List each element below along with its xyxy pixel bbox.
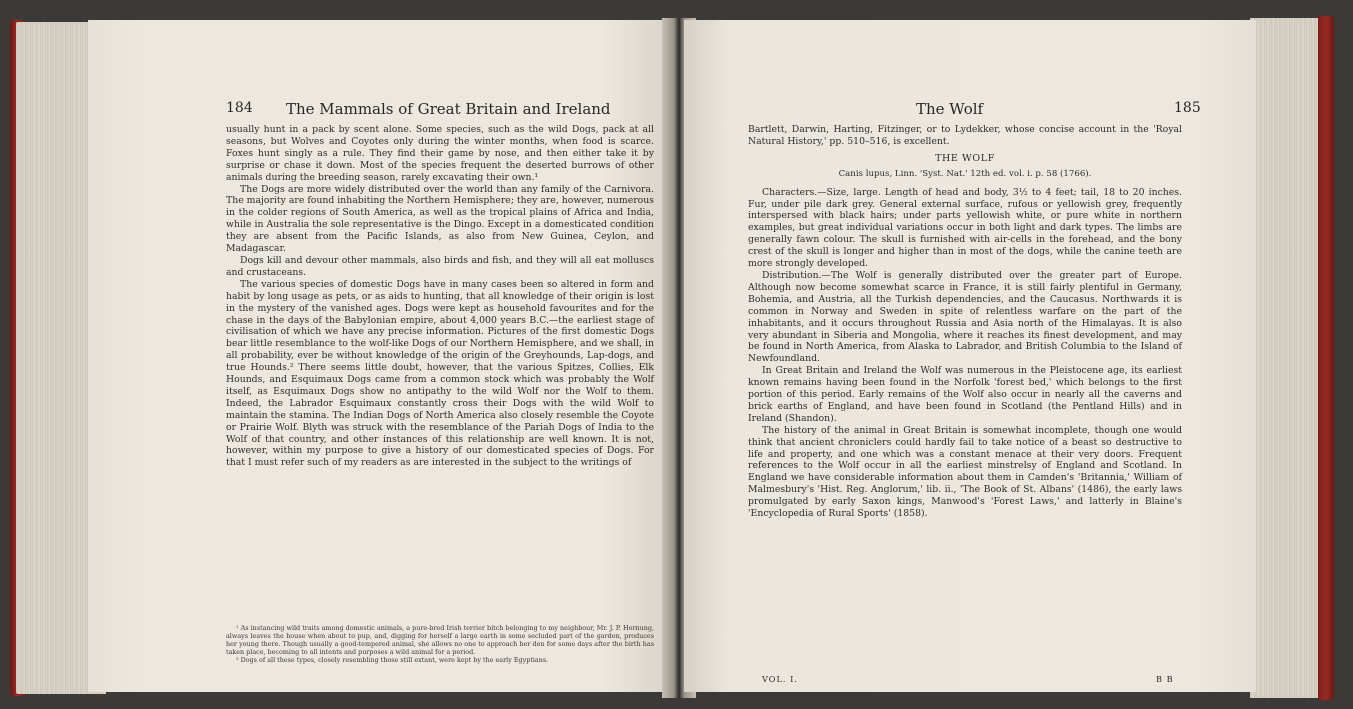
paragraph: usually hunt in a pack by scent alone. Some species, such as the wild Dogs, pack at all seasons, but Wolves and Coyotes only during the winter months, when food is scarce. Foxes hunt singly as a rule. They find their game by nose, and then either take it by surprise or chase it down. Most of the species frequent the deserted burrows of other animals during the breeding season, rarely excavating their own.¹	[226, 124, 654, 183]
paragraph: The history of the animal in Great Britain is somewhat incomplete, though one would think that ancient chroniclers could hardly fail to take notice of a beast so destructive to life and property, and one which was a constant menace at their very doors. Frequent references to the Wolf occur in all the earliest minstrelsy of England and Scotland. In England we have considerable information about them in Camden's 'Britannia,' William of Malmesbury's 'Hist. Reg. Anglorum,' lib. ii., 'The Book of St. Albans' (1486), the early laws promulgated by early Saxon kings, Manwood's 'Forest Laws,' and latterly in Blaine's 'Encyclopedia of Rural Sports' (1858).	[748, 424, 1182, 520]
book-cover-edge-right	[1318, 16, 1334, 700]
right-page-number: 185	[1174, 100, 1201, 116]
right-page	[684, 20, 1256, 692]
right-running-head: The Wolf	[916, 100, 984, 118]
paragraph: The various species of domestic Dogs have in many cases been so altered in form and habit by long usage as pets, or as aids to hunting, that all knowledge of their origin is lost in the mystery of the vanished ages. Dogs were kept as household favourites and for the chase in the days of the Babylonian empire, about 4,000 years B.C.—the earliest stage of civilisation of which we have any precise information. Pictures of the first domestic Dogs bear little resemblance to the wolf-like Dogs of our Northern Hemisphere, and we shall, in all probability, ever be without knowledge of the origin of the Greyhounds, Lap-dogs, and true Hounds.² There seems little doubt, however, that the various Spitzes, Collies, Elk Hounds, and Esquimaux Dogs came from a common stock which was probably the Wolf itself, as Esquimaux Dogs show no antipathy to the wild Wolf nor the Wolf to them. Indeed, the Labrador Esquimaux constantly cross their Dogs with the wild Wolf to maintain the stamina. The Indian Dogs of North America also closely resemble the Coyote or Prairie Wolf. Blyth was struck with the resemblance of the Pariah Dogs of India to the Wolf of that country, and other instances of this relationship are well known. It is not, however, within my purpose to give a history of our domesticated species of Dogs. For that I must refer such of my readers as are interested in the subject to the writings of	[226, 278, 654, 469]
left-body-text	[226, 124, 654, 469]
section-heading: THE WOLF	[935, 152, 995, 164]
volume-signature: VOL. I.	[762, 674, 798, 684]
footnote: ¹ As instancing wild traits among domestic animals, a pure-bred Irish terrier bitch belonging to my neighbour, Mr. J. P. Hornung, always leaves the house when about to pup, and, digging for herself a large earth in some secluded part of the garden, produces her young there. Though usually a good-tempered animal, she allows no one to approach her den for some days after the birth has taken place, becoming to all intents and purposes a wild animal for a period.	[226, 624, 654, 657]
paragraph: The Dogs are more widely distributed over the world than any family of the Carnivora. The majority are found inhabiting the Northern Hemisphere; they are, however, numerous in the colder regions of South America, as well as the tropical plains of Africa and India, while in Australia the sole representative is the Dingo. Except in a domesticated condition they are absent from the Pacific Islands, as also from New Guinea, Ceylon, and Madagascar.	[226, 183, 654, 255]
left-footnotes	[226, 624, 654, 664]
gathering-signature: B B	[1156, 674, 1174, 684]
left-page-number: 184	[226, 100, 253, 116]
paragraph: Distribution.—The Wolf is generally distributed over the greater part of Europe. Although now become somewhat scarce in France, it is still fairly plentiful in Germany, Bohemia, and Austria, all the Turkish dependencies, and the Caucasus. Northwards it is common in Norway and Sweden in spite of relentless warfare on the part of the inhabitants, and it occurs throughout Russia and Asia north of the Himalayas. It is also very abundant in Siberia and Mongolia, where it reaches its finest development, and may be found in North America, from Alaska to Labrador, and British Columbia to the Island of Newfoundland.	[748, 269, 1182, 365]
right-body-text	[748, 124, 1182, 520]
paragraph: Characters.—Size, large. Length of head and body, 3½ to 4 feet; tail, 18 to 20 inches. Fur, under pile dark grey. General external surface, rufous or yellowish grey, frequently interspersed with black hairs; under parts yellowish white, or pure white in northern examples, but great individual variations occur in both light and dark types. The limbs are generally fawn colour. The skull is furnished with air-cells in the forehead, and the bony crest of the skull is longer and higher than in most of the dogs, while the canine teeth are more strongly developed.	[748, 186, 1182, 270]
left-page	[88, 20, 672, 692]
paragraph: Bartlett, Darwin, Harting, Fitzinger, or to Lydekker, whose concise account in the 'Royal Natural History,' pp. 510–516, is excellent.	[748, 124, 1182, 147]
footnote: ² Dogs of all these types, closely resembling those still extant, were kept by the early Egyptians.	[236, 656, 549, 665]
left-running-head: The Mammals of Great Britain and Ireland	[286, 100, 611, 118]
paragraph: Dogs kill and devour other mammals, also birds and fish, and they will all eat molluscs and crustaceans.	[226, 254, 654, 278]
paragraph: In Great Britain and Ireland the Wolf was numerous in the Pleistocene age, its earliest known remains having been found in the Norfolk 'forest bed,' which belongs to the first portion of this period. Early remains of the Wolf also occur in nearly all the caverns and brick earths of England, and have been found in Scotland (the Pentland Hills) and in Ireland (Shandon).	[748, 365, 1182, 424]
species-citation: Canis lupus, Linn. 'Syst. Nat.' 12th ed. vol. i. p. 58 (1766).	[838, 168, 1092, 179]
